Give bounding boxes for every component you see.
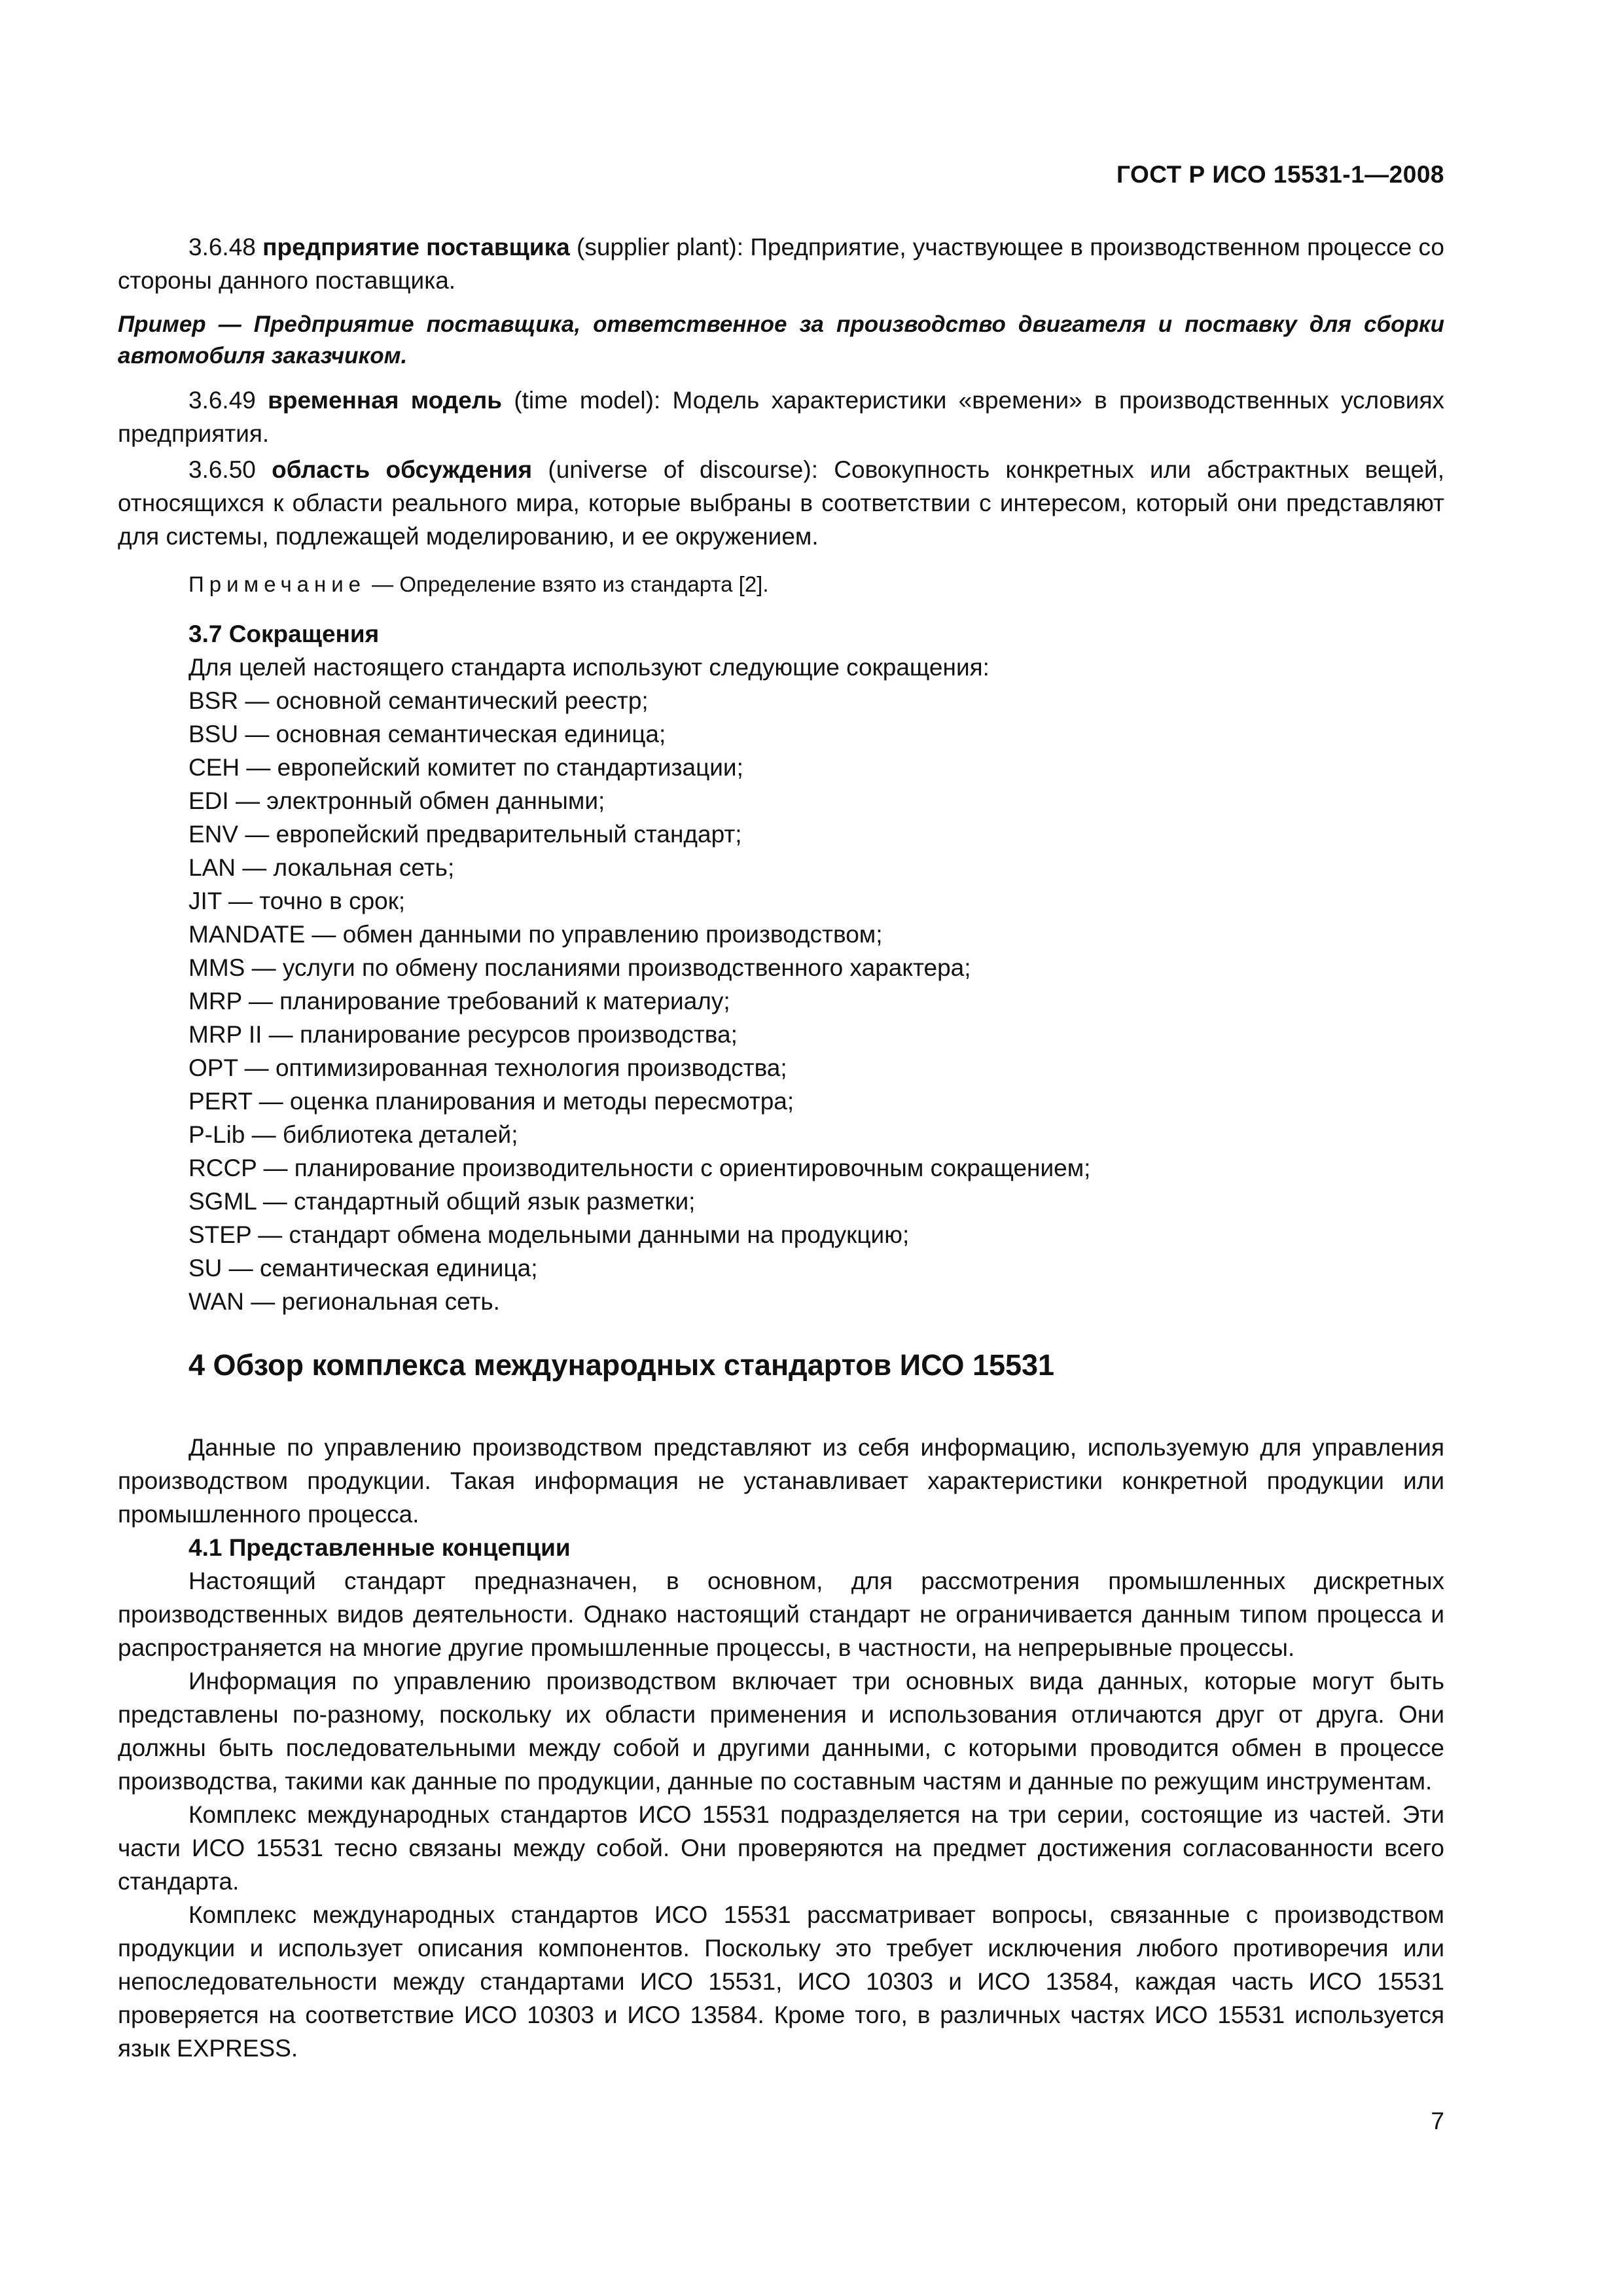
abbreviation-item: LAN — локальная сеть; bbox=[188, 854, 455, 881]
page-number: 7 bbox=[1431, 2108, 1444, 2134]
abbreviation-item: MRP — планирование требований к материалу; bbox=[188, 988, 730, 1014]
definition-number: 3.6.48 bbox=[188, 234, 263, 260]
definition-number: 3.6.50 bbox=[188, 456, 272, 483]
definition-3-6-48 bbox=[118, 230, 1444, 297]
definition-text: (supplier plant): Предприятие, участвующее в производственном процессе со стороны данного поставщика. bbox=[118, 234, 1444, 294]
abbreviation-item: WAN — региональная сеть. bbox=[188, 1288, 500, 1315]
paragraph: Информация по управлению производством включает три основных вида данных, которые могут быть представлены по-разному, поскольку их области применения и использования отличаются друг от друга. Они должны быть последовательными между собой и другими данными, с которыми проводится обмен в процессе производства, такими как данные по продукции, данные по составным частям и данные по режущим инструментам. bbox=[118, 1668, 1444, 1795]
note-text: — Определение взято из стандарта [2]. bbox=[366, 572, 769, 596]
abbreviation-item: BSR — основной семантический реестр; bbox=[188, 687, 649, 714]
abbreviation-item: MMS — услуги по обмену посланиями производственного характера; bbox=[188, 954, 971, 981]
definition-term: область обсуждения bbox=[272, 456, 533, 483]
abbreviation-item: RCCP — планирование производительности с ориентировочным сокращением; bbox=[188, 1155, 1091, 1181]
section-3-7-title: 3.7 Сокращения bbox=[188, 620, 380, 647]
abbreviation-item: CEH — европейский комитет по стандартизации; bbox=[188, 754, 743, 781]
definition-3-6-49 bbox=[118, 384, 1444, 450]
abbreviation-item: STEP — стандарт обмена модельными данными на продукцию; bbox=[188, 1221, 910, 1248]
abbreviation-item: EDI — электронный обмен данными; bbox=[188, 787, 605, 814]
definition-text: (time model): Модель характеристики «времени» в производственных условиях предприятия. bbox=[118, 387, 1444, 447]
abbreviation-item: SGML — стандартный общий язык разметки; bbox=[188, 1188, 696, 1215]
definition-3-6-50 bbox=[118, 453, 1444, 553]
paragraph: Комплекс международных стандартов ИСО 15531 рассматривает вопросы, связанные с производством продукции и использует описания компонентов. Поскольку это требует исключения любого противоречия или непоследовательности между стандартами ИСО 15531, ИСО 10303 и ИСО 13584, каждая часть ИСО 15531 проверяется на соответствие ИСО 10303 и ИСО 13584. Кроме того, в различных частях ИСО 15531 используется язык EXPRESS. bbox=[118, 1901, 1444, 2062]
section-4-intro: Данные по управлению производством представляют из себя информацию, используемую для управления производством продукции. Такая информация не устанавливает характеристики конкретной продукции или промышленного процесса. bbox=[118, 1434, 1444, 1528]
abbreviation-item: JIT — точно в срок; bbox=[188, 888, 406, 914]
subsection-4-1-title: 4.1 Представленные концепции bbox=[188, 1534, 571, 1561]
abbreviation-item: ENV — европейский предварительный стандарт; bbox=[188, 821, 742, 848]
example-text: Пример — Предприятие поставщика, ответственное за производство двигателя и поставку для сборки автомобиля заказчиком. bbox=[118, 312, 1444, 368]
abbreviation-item: P-Lib — библиотека деталей; bbox=[188, 1121, 518, 1148]
document-code: ГОСТ Р ИСО 15531-1—2008 bbox=[1116, 161, 1444, 188]
section-4-title: 4 Обзор комплекса международных стандартов ИСО 15531 bbox=[188, 1348, 1055, 1382]
definition-term: временная модель bbox=[268, 387, 503, 414]
paragraph: Настоящий стандарт предназначен, в основном, для рассмотрения промышленных дискретных производственных видов деятельности. Однако настоящий стандарт не ограничивается данным типом процесса и распространяется на многие другие промышленные процессы, в частности, на непрерывные процессы. bbox=[118, 1568, 1444, 1661]
note-label: Примечание bbox=[188, 572, 366, 596]
abbreviation-item: OPT — оптимизированная технология производства; bbox=[188, 1054, 787, 1081]
abbreviation-item: MRP II — планирование ресурсов производства; bbox=[188, 1021, 738, 1048]
abbreviation-item: BSU — основная семантическая единица; bbox=[188, 721, 666, 747]
abbreviation-item: SU — семантическая единица; bbox=[188, 1255, 538, 1282]
page-content bbox=[118, 230, 1444, 2065]
abbreviation-item: PERT — оценка планирования и методы пересмотра; bbox=[188, 1088, 794, 1115]
definition-number: 3.6.49 bbox=[188, 387, 268, 414]
abbreviations-list bbox=[118, 684, 1444, 1318]
paragraph: Комплекс международных стандартов ИСО 15531 подразделяется на три серии, состоящие из частей. Эти части ИСО 15531 тесно связаны между собой. Они проверяются на предмет достижения согласованности всего стандарта. bbox=[118, 1801, 1444, 1895]
note bbox=[118, 569, 1444, 600]
definition-text: (universe of discourse): Совокупность конкретных или абстрактных вещей, относящихся к области реального мира, которые выбраны в соответствии с интересом, который они представляют для системы, подлежащей моделированию, и ее окружением. bbox=[118, 456, 1444, 550]
abbreviations-intro: Для целей настоящего стандарта используют следующие сокращения: bbox=[188, 654, 990, 681]
abbreviation-item: MANDATE — обмен данными по управлению производством; bbox=[188, 921, 883, 948]
definition-term: предприятие поставщика bbox=[262, 234, 570, 260]
